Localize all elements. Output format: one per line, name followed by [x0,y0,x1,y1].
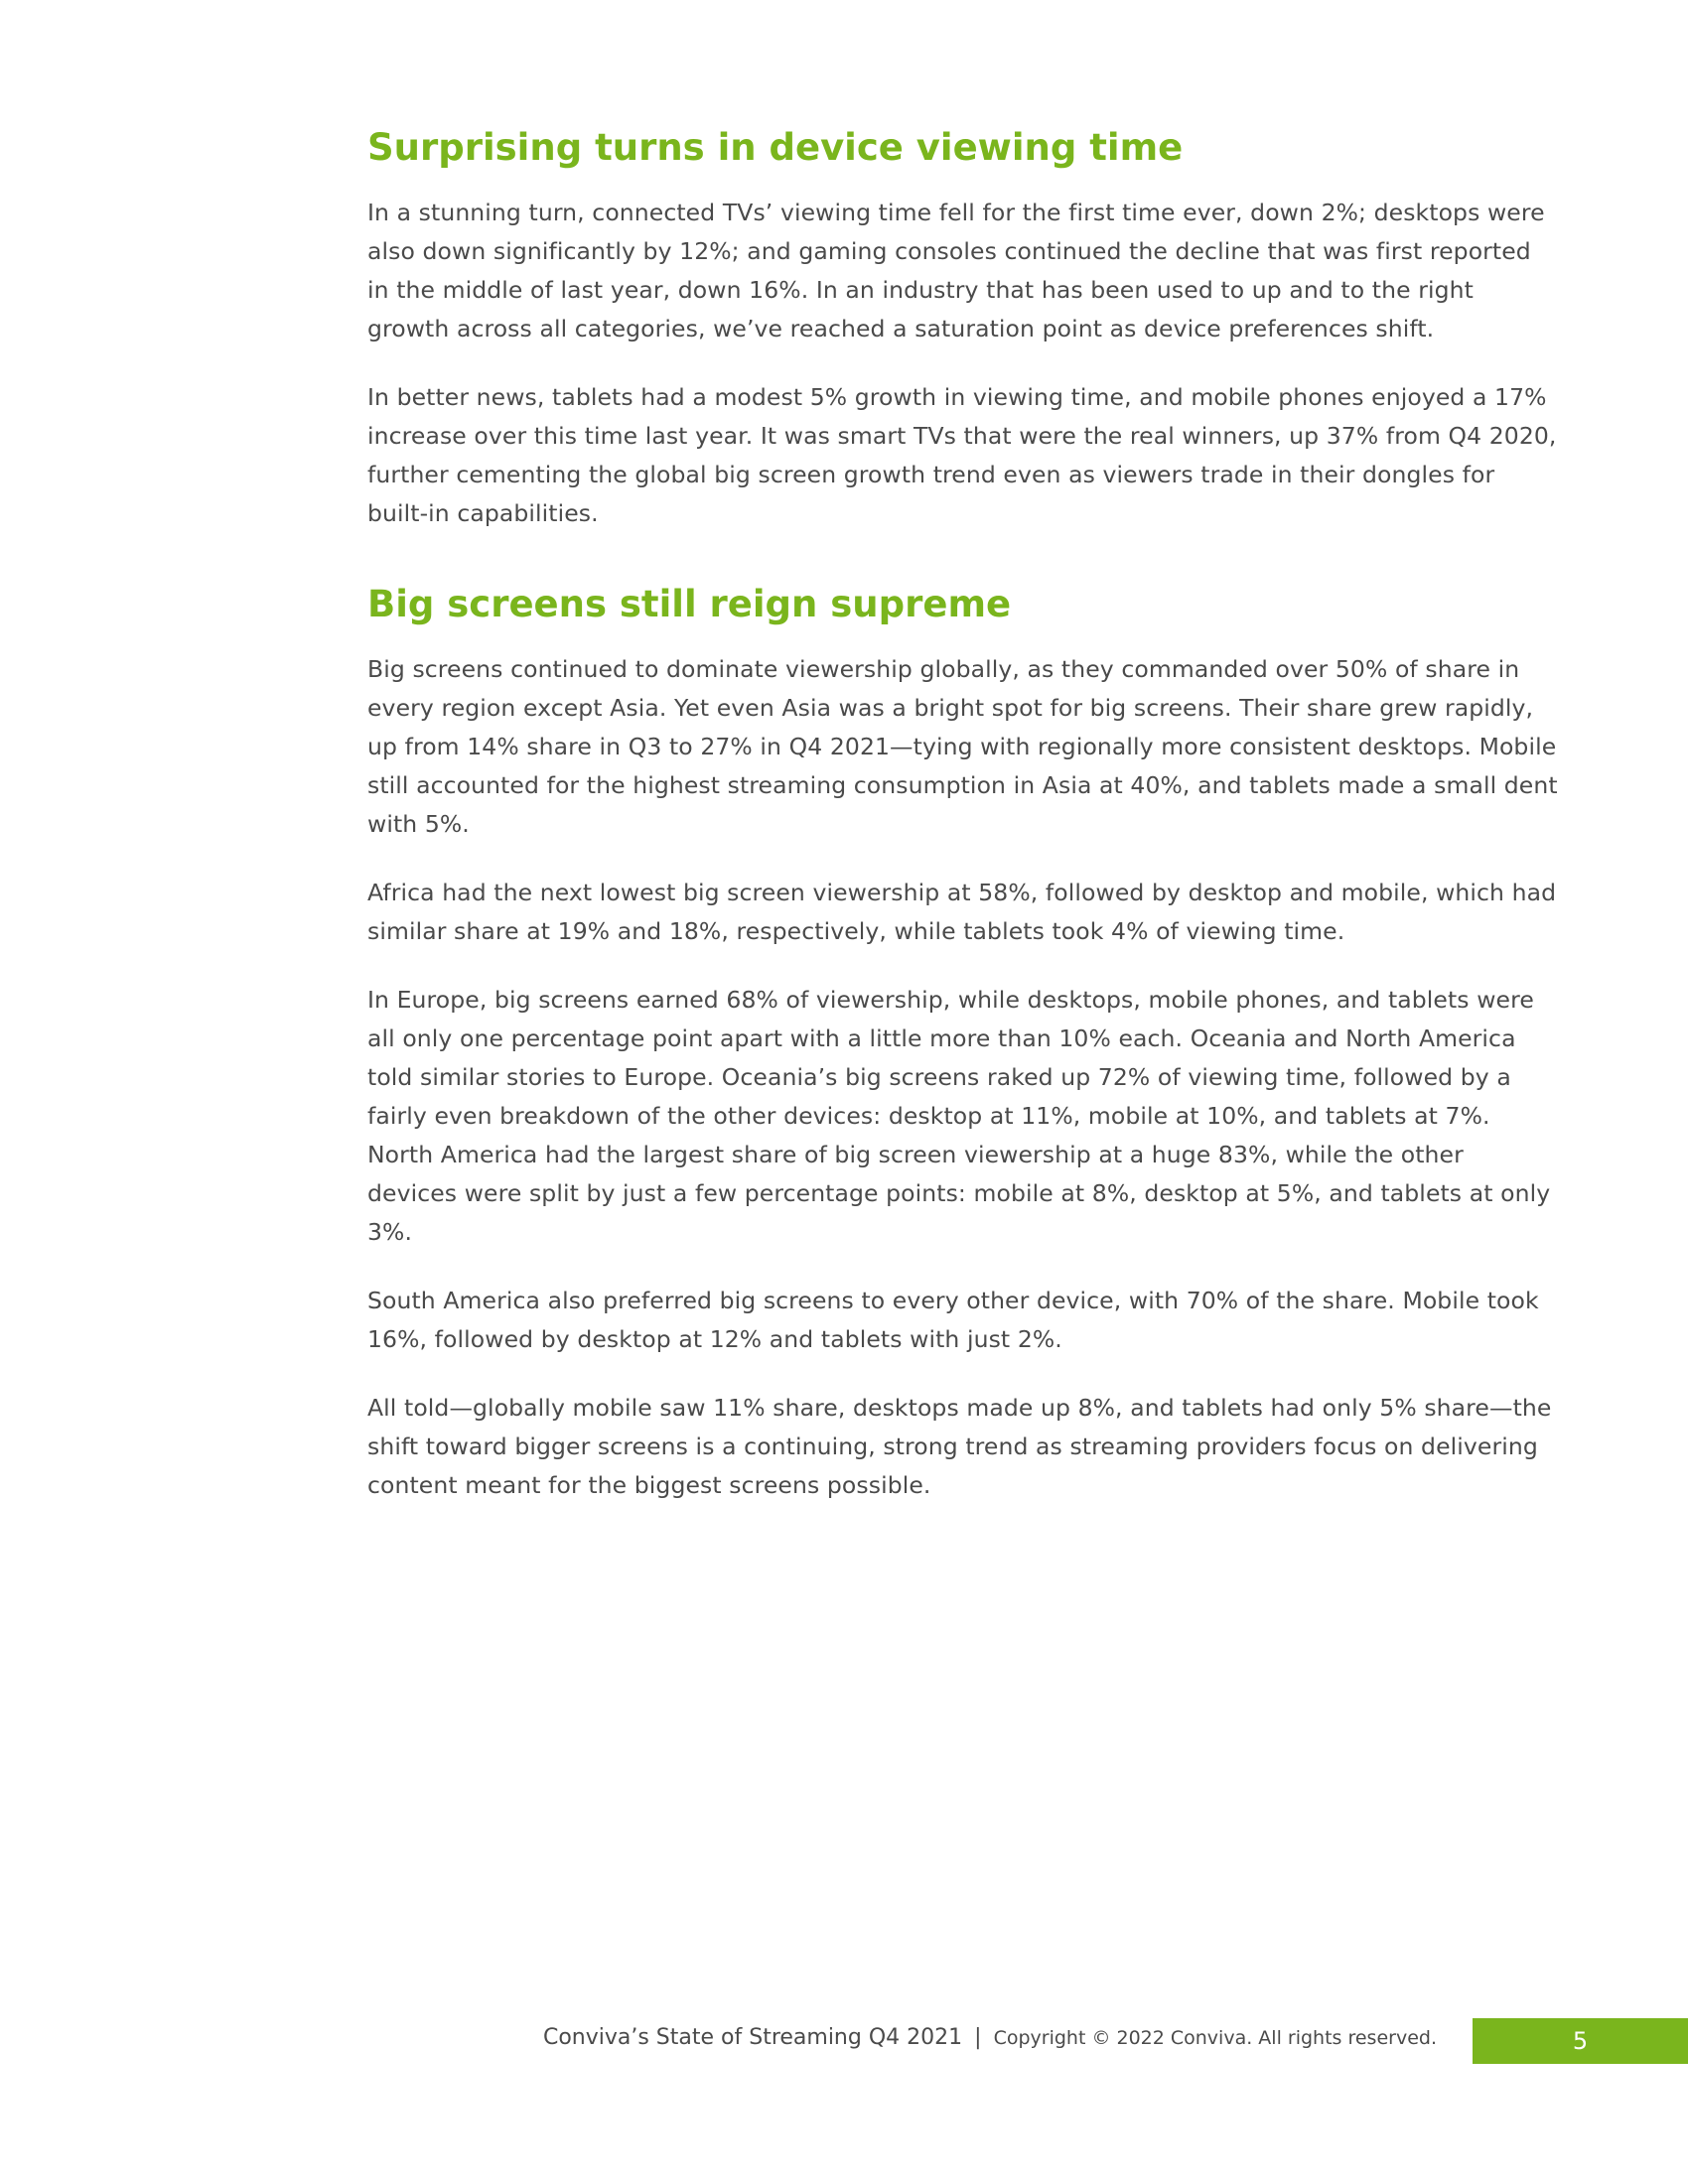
paragraph: In Europe, big screens earned 68% of viewership, while desktops, mobile phones, and tablets were all only one percentage point apart with a little more than 10% each. Oceania and North America told similar stories to Europe. Oceania’s big screens raked up 72% of viewing time, followed by a fairly even breakdown of the other devices: desktop at 11%, mobile at 10%, and tablets at 7%. North America had the largest share of big screen viewership at a huge 83%, while the other devices were split by just a few percentage points: mobile at 8%, desktop at 5%, and tablets at only 3%. [367,986,1551,1246]
footer-separator: | [974,2025,982,2050]
footer-text [543,2015,1437,2061]
paragraph: In better news, tablets had a modest 5% growth in viewing time, and mobile phones enjoyed a 17% increase over this time last year. It was smart TVs that were the real winners, up 37% from Q4 2020, further cementing the global big screen growth trend even as viewers trade in their dongles for built-in capabilities. [367,383,1557,527]
paragraph: South America also preferred big screens to every other device, with 70% of the share. Mobile took 16%, followed by desktop at 12% and tablets with just 2%. [367,1287,1539,1353]
page-footer [0,2015,1688,2061]
section-title-big-screens: Big screens still reign supreme [367,583,1012,625]
paragraph: Big screens continued to dominate viewership globally, as they commanded over 50% of share in every region except Asia. Yet even Asia was a bright spot for big screens. Their share grew rapidly, up from 14% share in Q3 to 27% in Q4 2021—tying with regionally more consistent desktops. Mobile still accounted for the highest streaming consumption in Asia at 40%, and tablets made a small dent with 5%. [367,655,1558,838]
footer-report-title: Conviva’s State of Streaming Q4 2021 [542,2025,963,2050]
footer-copyright: Copyright © 2022 Conviva. All rights reserved. [993,2027,1437,2049]
paragraph: All told—globally mobile saw 11% share, desktops made up 8%, and tablets had only 5% share—the shift toward bigger screens is a continuing, strong trend as streaming providers focus on delivering content meant for the biggest screens possible. [367,1394,1552,1499]
paragraph: In a stunning turn, connected TVs’ viewing time fell for the first time ever, down 2%; desktops were also down significantly by 12%; and gaming consoles continued the decline that was first reported in the middle of last year, down 16%. In an industry that has been used to up and to the right growth across all categories, we’ve reached a saturation point as device preferences shift. [367,199,1545,342]
page-number-badge: 5 [1473,2018,1688,2064]
paragraph: Africa had the next lowest big screen viewership at 58%, followed by desktop and mobile, which had similar share at 19% and 18%, respectively, while tablets took 4% of viewing time. [367,879,1557,945]
section-title-device-viewing-time: Surprising turns in device viewing time [367,126,1184,169]
article-content [367,124,1559,1535]
